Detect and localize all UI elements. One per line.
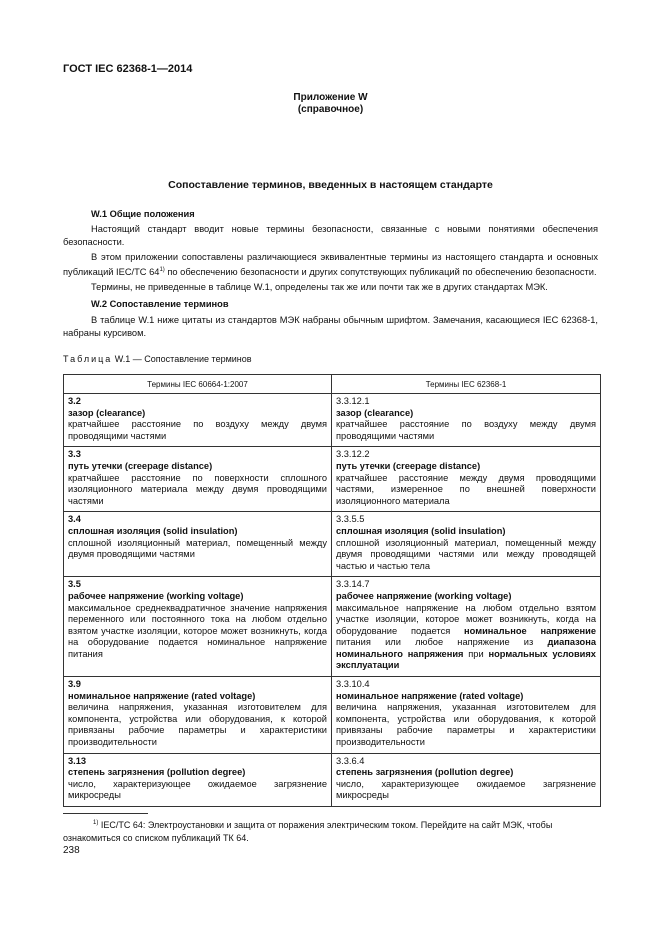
paragraph-w1-1: Настоящий стандарт вводит новые термины безопасности, связанные с новыми понятиями обеспечения безопасности. (63, 224, 598, 247)
table-row (64, 394, 601, 447)
annex-title: Приложение W (293, 92, 368, 103)
cell-left (64, 447, 332, 512)
term-name: сплошная изоляция (solid insulation) (336, 525, 506, 536)
footnote (63, 817, 600, 844)
heading-w1: W.1 Общие положения (91, 209, 195, 219)
clause-number: 3.3.6.4 (336, 755, 365, 766)
column-header-iec62368: Термины IEC 62368-1 (332, 375, 601, 394)
paragraph-w2-1: В таблице W.1 ниже цитаты из стандартов МЭК набраны обычным шрифтом. Замечания, касающиеся IEC 62368-1, набраны курсивом. (63, 315, 598, 339)
annex-type: (справочное) (297, 104, 364, 115)
term-name: степень загрязнения (pollution degree) (68, 767, 246, 778)
term-name: степень загрязнения (pollution degree) (336, 767, 514, 778)
term-name: сплошная изоляция (solid insulation) (68, 525, 238, 536)
term-definition (336, 603, 596, 671)
term-name: номинальное напряжение (rated voltage) (336, 690, 524, 701)
cell-right (332, 677, 601, 754)
footnote-text: IEC/TC 64: Электроустановки и защита от поражения электрическим током. Перейдите на сайт МЭК, чтобы ознакомиться со списком публикаций ТК 64. (63, 820, 553, 843)
table-caption-text: W.1 — Сопоставление терминов (112, 354, 252, 364)
term-definition: максимальное среднеквадратичное значение напряжения переменного или постоянного тока на любом отдельно взятом участке изоляции, которое может возникнуть, когда на оборудование подается номинальное напряжение питания (68, 602, 327, 659)
footnote-marker: 1) (93, 820, 99, 826)
term-definition: сплошной изоляционный материал, помещенный между двумя проводящими частями или между проводящей частью и частью тела (336, 537, 596, 571)
heading-w2: W.2 Сопоставление терминов (91, 299, 229, 310)
table-caption (63, 354, 252, 364)
column-header-iec60664: Термины IEC 60664-1:2007 (64, 375, 332, 394)
term-definition: величина напряжения, указанная изготовителем для компонента, устройства или оборудования, к которой привязаны рабочие параметры и характеристики производительности (68, 702, 327, 748)
cell-right (332, 447, 601, 512)
footnote-ref: 1) (159, 267, 165, 273)
document-code: ГОСТ IEC 62368-1—2014 (63, 63, 193, 75)
definition-text: питания или любое напряжение из (336, 637, 548, 648)
cell-left (64, 577, 332, 677)
definition-text: максимальное напряжение на любом отдельно взятом участке изоляции, которое может возникнуть, когда на оборудование подается (336, 602, 596, 636)
footnote-separator (63, 813, 148, 814)
terms-table (63, 374, 601, 807)
term-definition: кратчайшее расстояние между двумя проводящими частями, измеренное по внешней поверхности изоляционного материала (336, 472, 596, 506)
clause-number: 3.3.12.1 (336, 396, 370, 406)
term-definition: сплошной изоляционный материал, помещенный между двумя проводящими частями (68, 537, 327, 560)
term-name: путь утечки (creepage distance) (336, 460, 481, 471)
table-header-row (64, 375, 601, 394)
clause-number: 3.2 (68, 396, 81, 406)
term-name: путь утечки (creepage distance) (68, 460, 213, 471)
term-name: рабочее напряжение (working voltage) (68, 590, 244, 601)
cell-left (64, 512, 332, 577)
term-name: зазор (clearance) (68, 407, 146, 418)
clause-number: 3.3.10.4 (336, 679, 370, 690)
cell-right (332, 394, 601, 447)
paragraph-w1-3: Термины, не приведенные в таблице W.1, определены так же или почти так же в других стандартах МЭК. (91, 282, 548, 293)
paragraph-w1-2-text-b: по обеспечению безопасности и других сопутствующих публикаций по обеспечению безопасности. (164, 267, 597, 278)
table-row (64, 677, 601, 754)
clause-number: 3.4 (68, 514, 81, 525)
table-row (64, 753, 601, 806)
table-row (64, 512, 601, 577)
table-row (64, 447, 601, 512)
cell-right (332, 512, 601, 577)
clause-number: 3.3.14.7 (336, 579, 370, 590)
section-title: Сопоставление терминов, введенных в настоящем стандарте (168, 179, 493, 191)
defined-term: номинальное напряжение (464, 625, 596, 636)
paragraph-w1-2 (63, 251, 598, 279)
defined-term: диапазона номинального напряжения (336, 637, 596, 659)
cell-left (64, 753, 332, 806)
clause-number: 3.3 (68, 449, 81, 460)
clause-number: 3.9 (68, 679, 81, 690)
table-caption-prefix: Таблица (63, 354, 113, 364)
term-name: рабочее напряжение (working voltage) (336, 590, 512, 601)
term-definition: кратчайшее расстояние по поверхности сплошного изоляционного материала между двумя проводящими частями (68, 472, 327, 506)
definition-text: при (463, 648, 489, 659)
paragraph-w1-2-text-a: В этом приложении сопоставлены различающиеся эквивалентные термины из настоящего стандарта и основных публикаций IEC/TC 64 (63, 252, 598, 278)
cell-right (332, 753, 601, 806)
term-definition: кратчайшее расстояние по воздуху между двумя проводящими частями (68, 419, 327, 441)
cell-right (332, 577, 601, 677)
page-number: 238 (63, 845, 80, 856)
term-name: номинальное напряжение (rated voltage) (68, 690, 256, 701)
cell-left (64, 394, 332, 447)
clause-number: 3.5 (68, 579, 81, 590)
body-text (63, 208, 598, 340)
table-row (64, 577, 601, 677)
defined-term: нормальных условиях эксплуатации (336, 648, 596, 671)
term-definition: кратчайшее расстояние по воздуху между двумя проводящими частями (336, 419, 596, 441)
cell-left (64, 677, 332, 754)
clause-number: 3.3.5.5 (336, 514, 365, 525)
clause-number: 3.13 (68, 755, 87, 766)
term-definition: величина напряжения, указанная изготовителем для компонента, устройства или оборудования, к которой привязаны рабочие параметры и характеристики производительности (336, 702, 596, 748)
term-definition: число, характеризующее ожидаемое загрязнение микросреды (68, 778, 327, 801)
term-name: зазор (clearance) (336, 407, 414, 418)
term-definition: число, характеризующее ожидаемое загрязнение микросреды (336, 778, 596, 801)
clause-number: 3.3.12.2 (336, 449, 370, 460)
